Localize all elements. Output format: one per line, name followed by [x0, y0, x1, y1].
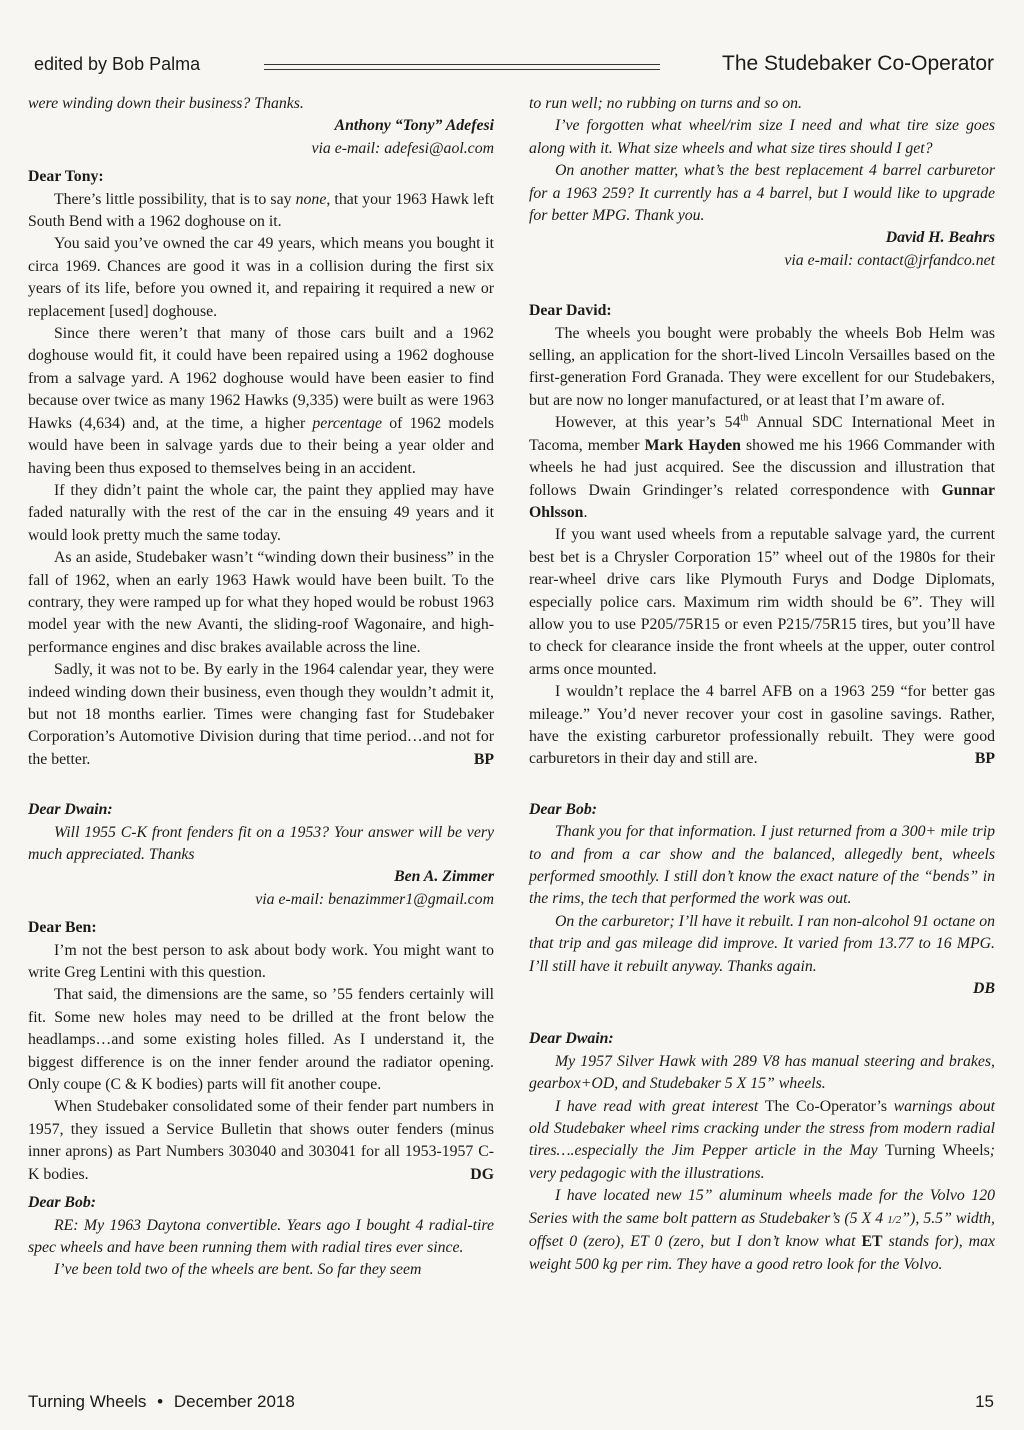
answer-paragraph: I’m not the best person to ask about body work. You might want to write Greg Lentini with this question.	[28, 941, 494, 982]
answer-paragraph: If you want used wheels from a reputable salvage yard, the current best bet is a Chrysler Corporation 15” wheel out of the 1980s for their rear-wheel drive cars like Plymouth Furys and Dodge Diplomats, especially police cars. Maximum rim width should be 6”. They will allow you to use P205/75R15 or even P215/75R15 tires, but you’ll have to check for clearance inside the front wheels at the upper, outer control arms once mounted.	[529, 526, 995, 678]
signature-name: Anthony “Tony” Adefesi	[334, 117, 494, 135]
signature-name: Ben A. Zimmer	[394, 868, 494, 886]
signature-email: via e-mail: adefesi@aol.com	[311, 139, 494, 157]
letter-text: I have read with great interest The Co-Operator’s warnings about old Studebaker wheel rims cracking under the stress from modern radial tires….especially the Jim Pepper article in the May Turning Wheels; very pedagogic with the illustrations.	[529, 1097, 995, 1182]
page-number: 15	[975, 1392, 994, 1411]
letter-text: My 1957 Silver Hawk with 289 V8 has manual steering and brakes, gearbox+OD, and Studebaker 5 X 15” wheels.	[529, 1052, 995, 1093]
answer-paragraph: As an aside, Studebaker wasn’t “winding down their business” in the fall of 1962, when an early 1963 Hawk would have been built. To the contrary, they were ramped up for what they hoped would be robust 1963 model year with the new Avanti, the sliding-roof Wagonaire, and high-performance engines and disc brakes available across the line.	[28, 549, 494, 656]
signature-name: David H. Beahrs	[885, 229, 995, 247]
letter-text: RE: My 1963 Daytona convertible. Years ago I bought 4 radial-tire spec wheels and have been running them with radial tires ever since.	[28, 1216, 494, 1256]
letter-text: Thank you for that information. I just returned from a 300+ mile trip to and from a car show and the balanced, allegedly bent, wheels performed smoothly. I still don’t know the exact nature of the “bends” in the rims, the tech that performed the work was out.	[529, 823, 995, 908]
page-header	[24, 54, 1000, 82]
publication-name: Turning Wheels	[28, 1392, 147, 1411]
salutation: Dear Tony:	[28, 168, 104, 186]
right-column	[529, 93, 995, 1276]
signature-email: via e-mail: contact@jrfandco.net	[784, 251, 995, 269]
author-initials: DB	[973, 980, 995, 998]
letter-text: to run well; no rubbing on turns and so on.	[529, 95, 802, 112]
salutation: Dear Bob:	[28, 1194, 97, 1212]
page-footer	[28, 1392, 994, 1412]
issue-date: December 2018	[173, 1392, 295, 1411]
salutation: Dear Bob:	[529, 800, 598, 818]
answer-paragraph: I wouldn’t replace the 4 barrel AFB on a 1963 259 “for better gas mileage.” You’d never recover your cost in gasoline savings. Rather, have the existing carburetor professionally rebuilt. They were good carburetors in their day and still are. BP	[529, 681, 995, 771]
answer-paragraph: Since there weren’t that many of those cars built and a 1962 doghouse would fit, it could have been repaired using a 1962 doghouse from a salvage yard. A 1962 doghouse would have been easier to find because over twice as many 1962 Hawks (9,335) were built as were 1963 Hawks (4,634) and, at the time, a higher percentage of 1962 models would have been in salvage yards due to their being a year older and having been thus exposed to themselves being in an accident.	[28, 325, 494, 477]
salutation: Dear Ben:	[28, 919, 97, 937]
author-initials: DG	[470, 1165, 494, 1183]
answer-paragraph: When Studebaker consolidated some of their fender part numbers in 1957, they issued a Service Bulletin that shows outer fenders (minus inner aprons) as Part Numbers 303040 and 303041 for all 1953-1957 C-K bodies. DG	[28, 1096, 494, 1186]
salutation: Dear Dwain:	[529, 1030, 614, 1048]
letter-text: Will 1955 C-K front fenders fit on a 1953? Your answer will be very much appreciated. Thanks	[28, 823, 494, 863]
answer-paragraph: That said, the dimensions are the same, so ’55 fenders certainly will fit. Some new holes may need to be drilled at the front below the headlamps…and some existing holes filled. As I understand it, the biggest difference is on the inner fender around the radiator opening. Only coupe (C & K bodies) parts will fit another coupe.	[28, 986, 494, 1094]
author-initials: BP	[473, 750, 494, 768]
answer-paragraph: The wheels you bought were probably the wheels Bob Helm was selling, an application for the short-lived Lincoln Versailles based on the first-generation Ford Granada. They were excellent for our Studebakers, but are now no longer manufactured, or at least that I’m aware of.	[529, 324, 995, 409]
answer-paragraph: You said you’ve owned the car 49 years, which means you bought it circa 1969. Chances are good it was in a collision during the first six years of its life, before you owned it, and repairing it required a new or replacement [used] doghouse.	[28, 235, 494, 320]
answer-paragraph: Sadly, it was not to be. By early in the 1964 calendar year, they were indeed winding down their business, even though they wouldn’t admit it, but not 18 months earlier. Times were changing fast for Studebaker Corporation’s Automotive Division during that time period…and not for the better. BP	[28, 659, 494, 771]
answer-paragraph: If they didn’t paint the whole car, the paint they applied may have faded naturally with the rest of the car in the ensuing 49 years and it would look pretty much the same today.	[28, 481, 494, 544]
letter-text: I have located new 15” aluminum wheels made for the Volvo 120 Series with the same bolt pattern as Studebaker’s (5 X 4 1/2”), 5.5” width, offset 0 (zero), ET 0 (zero, but I don’t know what ET stands for), max weight 500 kg per rim. They have a good retro look for the Volvo.	[529, 1187, 995, 1273]
salutation: Dear Dwain:	[28, 801, 113, 819]
signature-email: via e-mail: benazimmer1@gmail.com	[255, 890, 494, 908]
salutation: Dear David:	[529, 302, 612, 320]
author-initials: BP	[974, 750, 995, 768]
letter-text: were winding down their business? Thanks.	[28, 95, 304, 112]
header-rule	[264, 64, 660, 70]
magazine-title: The Studebaker Co-Operator	[722, 52, 994, 75]
answer-paragraph: However, at this year’s 54th Annual SDC International Meet in Tacoma, member Mark Hayden showed me his 1966 Commander with wheels he had just acquired. See the discussion and illustration that follows Dwain Grindinger’s related correspondence with Gunnar Ohlsson.	[529, 413, 995, 521]
left-column	[28, 93, 494, 1282]
editor-credit: edited by Bob Palma	[34, 54, 201, 74]
footer-bullet: •	[157, 1392, 164, 1411]
answer-paragraph: There’s little possibility, that is to say none, that your 1963 Hawk left South Bend with a 1962 doghouse on it.	[28, 190, 494, 231]
letter-text: I’ve forgotten what wheel/rim size I need and what tire size goes along with it. What size wheels and what size tires should I get?	[529, 117, 995, 157]
letter-text: I’ve been told two of the wheels are bent. So far they seem	[54, 1261, 422, 1279]
letter-text: On another matter, what’s the best replacement 4 barrel carburetor for a 1963 259? It currently has a 4 barrel, but I would like to upgrade for better MPG. Thank you.	[529, 162, 995, 225]
letter-text: On the carburetor; I’ll have it rebuilt. I ran non-alcohol 91 octane on that trip and gas mileage did improve. It varied from 13.77 to 16 MPG. I’ll still have it rebuilt anyway. Thanks again.	[529, 912, 995, 975]
